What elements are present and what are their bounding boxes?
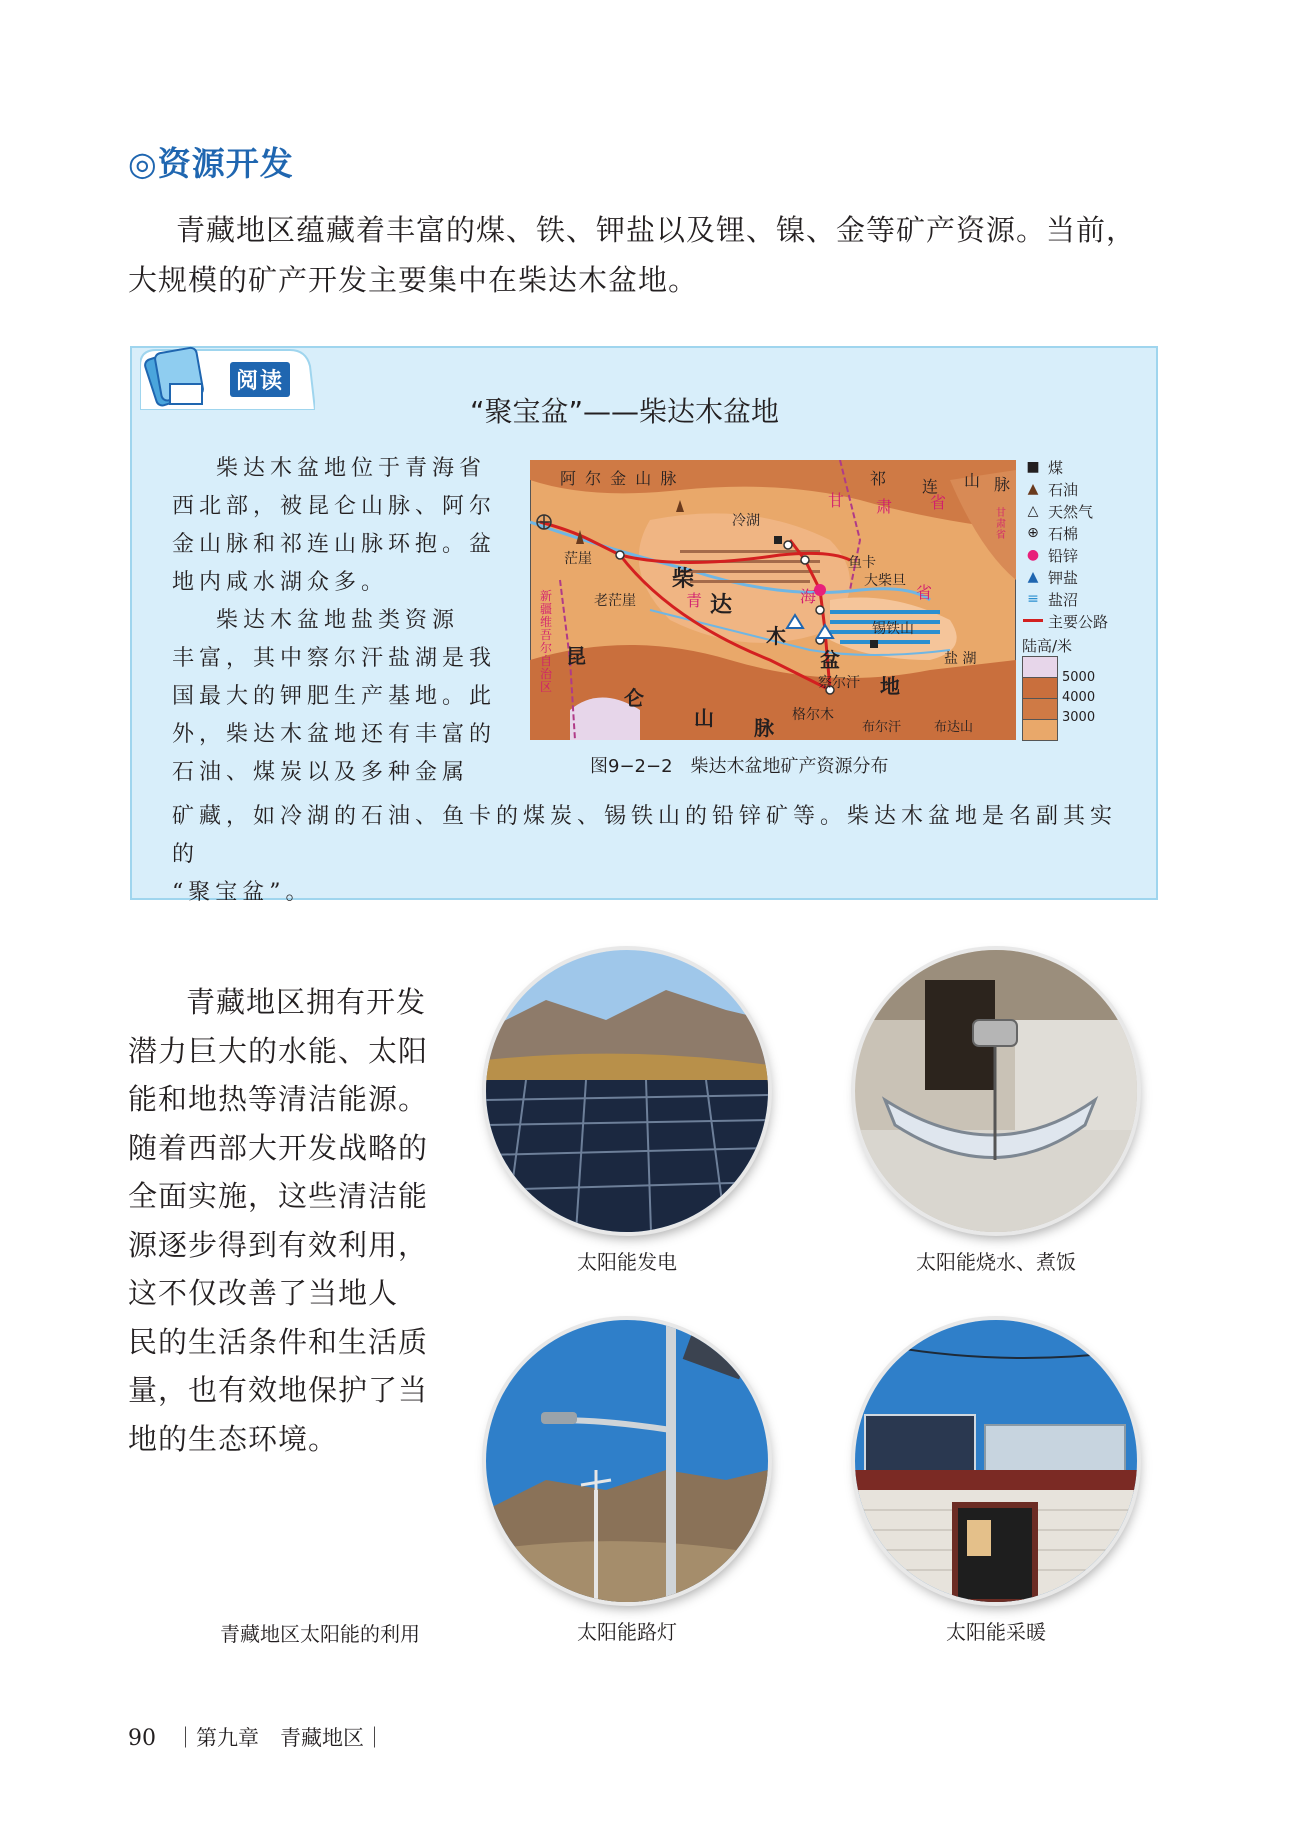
text-line: 青藏地区拥有开发 <box>186 985 427 1019</box>
map-label-kunlun: 昆 <box>566 644 586 668</box>
potash-icon: ▲ <box>1027 569 1039 585</box>
legend-item-oil: ▲ 石油 <box>1022 478 1132 500</box>
elevation-swatch <box>1022 678 1058 699</box>
photo-solar-power <box>486 950 768 1232</box>
box-line: 金山脉和祁连山脉环抱。盆 <box>172 532 497 557</box>
photo-caption: 太阳能采暖 <box>946 1620 1046 1644</box>
text-line: 量，也有效地保护了当 <box>128 1373 429 1407</box>
text-line: 地的生态环境。 <box>128 1421 339 1456</box>
intro-line-1: 青藏地区蕴藏着丰富的煤、铁、钾盐以及锂、镍、金等矿产资源。当前， <box>176 213 1137 247</box>
book-icon <box>140 340 220 412</box>
map-label-chaerhan: 察尔汗 <box>818 675 860 691</box>
photo-group-caption: 青藏地区太阳能的利用 <box>220 1622 420 1646</box>
map-label-qilian: 连 <box>922 477 939 496</box>
legend-elevation-title: 陆高/米 <box>1022 636 1073 655</box>
map-label-basin: 木 <box>766 624 786 648</box>
map-label-qilian: 祁 <box>870 469 887 488</box>
map-label-mangya: 茫崖 <box>564 551 592 567</box>
page-footer <box>128 1722 385 1752</box>
photo-caption: 太阳能路灯 <box>577 1620 677 1644</box>
elevation-swatch <box>1022 656 1058 678</box>
legend-elevation-scale <box>1022 656 1132 741</box>
map-label-buerhan: 布尔汗 <box>862 720 902 735</box>
box-line: 丰富，其中察尔汗盐湖是我 <box>172 646 497 671</box>
text-line: 民的生活条件和生活质 <box>128 1324 429 1359</box>
map-legend <box>1022 456 1132 741</box>
box-line: 柴达木盆地盐类资源 <box>216 608 460 633</box>
oil-icon: ▲ <box>1027 481 1039 497</box>
elevation-swatch <box>1022 720 1058 741</box>
reading-box-left-text <box>172 450 502 792</box>
text-line: 源逐步得到有效利用， <box>128 1227 429 1262</box>
box-line: 矿藏，如冷湖的石油、鱼卡的煤炭、锡铁山的铅锌矿等。柴达木盆地是名副其实的 <box>172 804 1118 867</box>
photo-solar-heating <box>855 1320 1137 1602</box>
map-label-qinghai: 青 <box>686 591 703 610</box>
legend-item-road: 主要公路 <box>1022 610 1132 632</box>
elevation-swatch <box>1022 699 1058 720</box>
map-label-laomangya: 老茫崖 <box>594 593 636 609</box>
map-label-qilian: 脉 <box>994 475 1011 494</box>
section-title: ◎资源开发 <box>128 144 294 183</box>
map-label-golmud: 格尔木 <box>792 707 834 723</box>
map-label-kunlun: 山 <box>694 706 714 730</box>
reading-box-title: “聚宝盆”——柴达木盆地 <box>470 395 780 428</box>
map-label-gansu: 甘 <box>828 491 845 510</box>
photo-caption: 太阳能发电 <box>577 1250 677 1274</box>
legend-item-marsh: ≡ 盐沼 <box>1022 588 1132 610</box>
photo-caption: 太阳能烧水、煮饭 <box>916 1250 1076 1274</box>
elevation-label: 4000 <box>1062 690 1096 705</box>
map-label-gansu: 肃 <box>876 497 893 516</box>
asbestos-icon: ⊕ <box>1027 525 1039 541</box>
reading-tab-label: 阅读 <box>230 362 290 397</box>
map-label-basin: 达 <box>710 593 733 618</box>
map-label-gansu-side: 甘肃省 <box>996 508 1006 541</box>
lead-zinc-icon: ● <box>1026 547 1040 563</box>
map-label-kunlun: 脉 <box>754 716 774 740</box>
map-label-dachaidan: 大柴旦 <box>864 573 906 589</box>
text-line: 能和地热等清洁能源。 <box>128 1082 429 1116</box>
box-line: 西北部，被昆仑山脉、阿尔 <box>172 494 497 519</box>
elevation-label: 5000 <box>1062 670 1096 685</box>
text-line: 潜力巨大的水能、太阳 <box>128 1033 429 1068</box>
map-label-budaashan: 布达山 <box>934 720 974 735</box>
map-caption: 图9−2−2 柴达木盆地矿产资源分布 <box>590 756 889 777</box>
box-line: 地内咸水湖众多。 <box>172 570 389 595</box>
map-label-xitieshan: 锡铁山 <box>872 621 914 637</box>
map-label-qinghai: 省 <box>916 583 933 602</box>
box-line: 石油、煤炭以及多种金属 <box>172 760 470 785</box>
text-line: 这不仅改善了当地人 <box>128 1276 399 1310</box>
road-icon <box>1022 618 1044 624</box>
map-label-basin: 地 <box>880 674 900 698</box>
legend-item-coal: ■ 煤 <box>1022 456 1132 478</box>
box-line: 国最大的钾肥生产基地。此 <box>172 684 497 709</box>
coal-icon: ■ <box>1026 459 1040 475</box>
text-line: 全面实施，这些清洁能 <box>128 1179 429 1213</box>
legend-item-gas: △ 天然气 <box>1022 500 1132 522</box>
box-line: 柴达木盆地位于青海省 <box>216 456 487 481</box>
box-line: 外，柴达木盆地还有丰富的 <box>172 722 497 747</box>
lower-paragraph <box>128 978 458 1463</box>
page-number: 90 <box>128 1726 156 1751</box>
elevation-label: 3000 <box>1062 710 1096 725</box>
map-label-qinghai: 海 <box>800 587 817 606</box>
map-label-gansu: 省 <box>930 493 947 512</box>
map-label-lenghu: 冷湖 <box>732 513 760 529</box>
box-line: “聚宝盆”。 <box>172 880 313 905</box>
map-label-salt-lake: 盐 湖 <box>944 651 977 667</box>
map-label-basin: 盆 <box>820 648 840 672</box>
gas-icon: △ <box>1027 503 1039 519</box>
legend-item-potash: ▲ 钾盐 <box>1022 566 1132 588</box>
map-label-kunlun: 仑 <box>624 686 644 710</box>
intro-line-2: 大规模的矿产开发主要集中在柴达木盆地。 <box>128 263 699 297</box>
photo-solar-cooker <box>855 950 1137 1232</box>
chapter-label: ｜第九章 青藏地区｜ <box>175 1726 385 1750</box>
map-label-basin: 柴 <box>672 567 695 592</box>
map-label-qilian: 山 <box>964 471 981 490</box>
text-line: 随着西部大开发战略的 <box>128 1130 429 1165</box>
legend-item-lead-zinc: ● 铅锌 <box>1022 544 1132 566</box>
legend-item-asbestos: ⊕ 石棉 <box>1022 522 1132 544</box>
photo-solar-streetlight <box>486 1320 768 1602</box>
map-label-xinjiang: 新疆维吾尔自治区 <box>540 589 553 694</box>
map-label-altun: 阿 尔 金 山 脉 <box>560 469 679 488</box>
map-label-yuka: 鱼卡 <box>848 555 876 571</box>
marsh-icon: ≡ <box>1027 591 1039 607</box>
reading-box-bottom-text <box>172 798 1142 912</box>
